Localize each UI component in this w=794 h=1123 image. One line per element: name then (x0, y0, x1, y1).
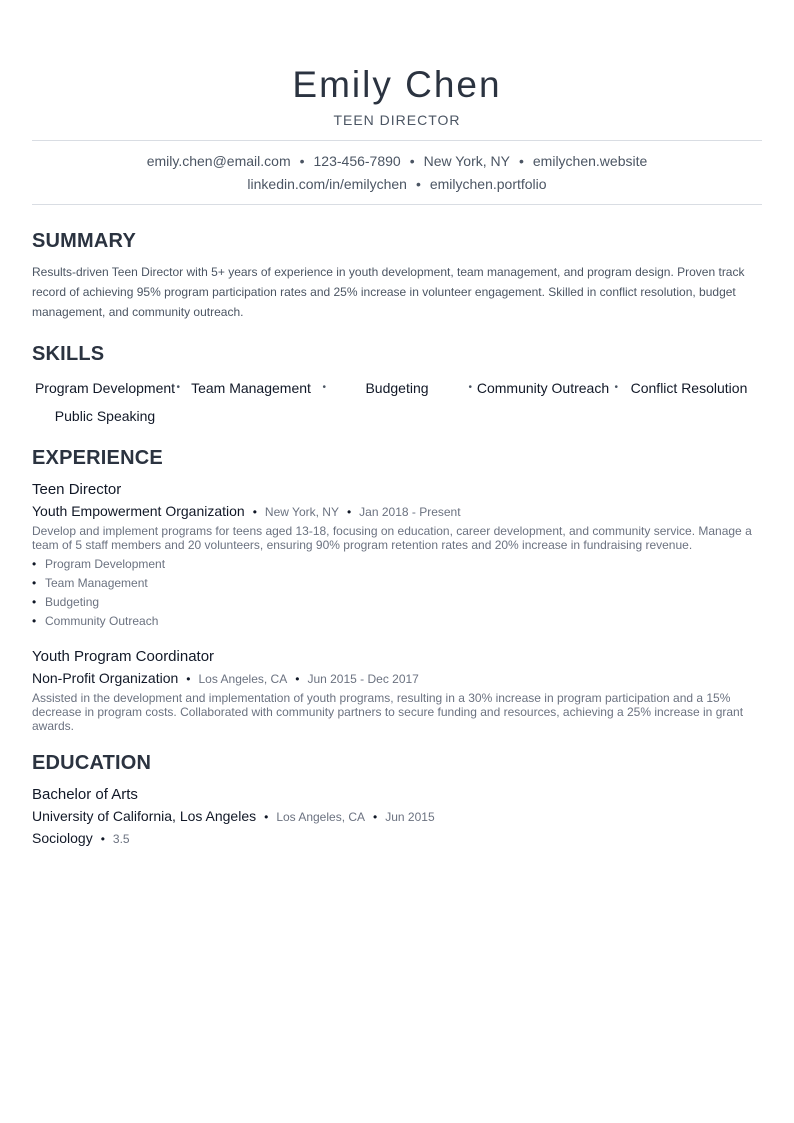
contact-separator: • (409, 153, 415, 169)
job-location: Los Angeles, CA (198, 672, 288, 686)
contact-phone: 123-456-7890 (313, 153, 401, 169)
job-organization: Youth Empowerment Organization (32, 503, 245, 519)
summary-section (32, 229, 762, 322)
skill-item (616, 372, 762, 404)
skills-heading: SKILLS (32, 343, 105, 365)
skill-label: Conflict Resolution (630, 380, 748, 396)
skill-item (32, 408, 178, 424)
skill-separator: • (176, 382, 180, 393)
job-description: Develop and implement programs for teens aged 13-18, focusing on education, career development, and community service. Manage a team of 5 staff members and 20 volunteers, ensuring 90% program retention rates and 20% increase in fundraising revenue. (32, 524, 752, 552)
bullet-text: Program Development (45, 557, 166, 571)
skill-separator: • (614, 382, 618, 393)
contact-separator: • (518, 153, 524, 169)
bullet-text: Budgeting (45, 595, 100, 609)
job-bullet (32, 593, 762, 612)
experience-heading: EXPERIENCE (32, 447, 163, 469)
bullet-text: Team Management (45, 576, 148, 590)
skill-label: Community Outreach (476, 380, 610, 396)
contact-website: emilychen.website (532, 153, 648, 169)
contact-block (32, 140, 762, 205)
job-organization: Non-Profit Organization (32, 670, 179, 686)
bullet-text: Community Outreach (45, 614, 159, 628)
major: Sociology (32, 830, 93, 846)
bullet-glyph: • (32, 614, 37, 628)
job-dates: Jan 2018 - Present (359, 505, 461, 519)
resume-header (32, 62, 762, 130)
contact-portfolio: emilychen.portfolio (429, 176, 547, 192)
skill-separator: • (468, 382, 472, 393)
education-heading: EDUCATION (32, 752, 152, 774)
candidate-title: TEEN DIRECTOR (333, 112, 461, 128)
skill-label: Team Management (191, 380, 311, 396)
bullet-glyph: • (32, 595, 37, 609)
education-major-line (32, 828, 762, 849)
contact-linkedin: linkedin.com/in/emilychen (247, 176, 407, 192)
skill-item (178, 372, 324, 404)
education-meta (32, 807, 762, 826)
school-name: University of California, Los Angeles (32, 808, 257, 824)
meta-separator: • (295, 672, 300, 686)
skill-label: Program Development (34, 380, 176, 396)
skills-grid (32, 372, 762, 424)
contact-row-1 (32, 150, 762, 173)
job-bullet (32, 555, 762, 574)
candidate-name: Emily Chen (292, 64, 502, 105)
job-bullet (32, 574, 762, 593)
bullet-glyph: • (32, 557, 37, 571)
gpa: 3.5 (112, 832, 130, 846)
graduation-date: Jun 2015 (385, 810, 435, 824)
contact-email: emily.chen@email.com (146, 153, 291, 169)
meta-separator: • (264, 810, 269, 824)
contact-row-2 (32, 173, 762, 196)
skill-item (32, 372, 178, 404)
skill-item (470, 372, 616, 404)
job-entry (32, 480, 762, 631)
meta-separator: • (252, 505, 257, 519)
job-description: Assisted in the development and implementation of youth programs, resulting in a 30% increase in program participation and a 15% decrease in program costs. Collaborated with community partners to secure funding and resources, achieving a 25% increase in grant awards. (32, 691, 744, 733)
job-role: Youth Program Coordinator (32, 648, 215, 665)
summary-heading: SUMMARY (32, 230, 136, 252)
skills-section (32, 342, 762, 424)
job-role: Teen Director (32, 481, 122, 498)
meta-separator: • (186, 672, 191, 686)
job-meta (32, 669, 762, 688)
education-section (32, 751, 762, 849)
skill-item (324, 372, 470, 404)
job-bullet-list (32, 555, 762, 631)
contact-separator: • (299, 153, 305, 169)
summary-text: Results-driven Teen Director with 5+ years of experience in youth development, team management, and program design. Proven track record of achieving 95% program participation rates and 25% increase in volunteer engagement. Skilled in conflict resolution, budget management, and community outreach. (32, 265, 745, 319)
job-meta (32, 502, 762, 521)
education-entry (32, 785, 762, 849)
meta-separator: • (346, 505, 352, 519)
bullet-glyph: • (32, 576, 37, 590)
job-location: New York, NY (264, 505, 339, 519)
job-bullet (32, 612, 762, 631)
job-dates: Jun 2015 - Dec 2017 (307, 672, 419, 686)
skill-separator: • (322, 382, 326, 393)
meta-separator: • (373, 810, 378, 824)
meta-separator: • (100, 832, 105, 846)
skill-label: Budgeting (365, 380, 429, 396)
contact-separator: • (415, 176, 421, 192)
contact-location: New York, NY (423, 153, 510, 169)
experience-section (32, 446, 762, 733)
skill-label: Public Speaking (54, 408, 156, 424)
school-location: Los Angeles, CA (276, 810, 366, 824)
degree: Bachelor of Arts (32, 786, 138, 803)
job-entry (32, 647, 762, 733)
